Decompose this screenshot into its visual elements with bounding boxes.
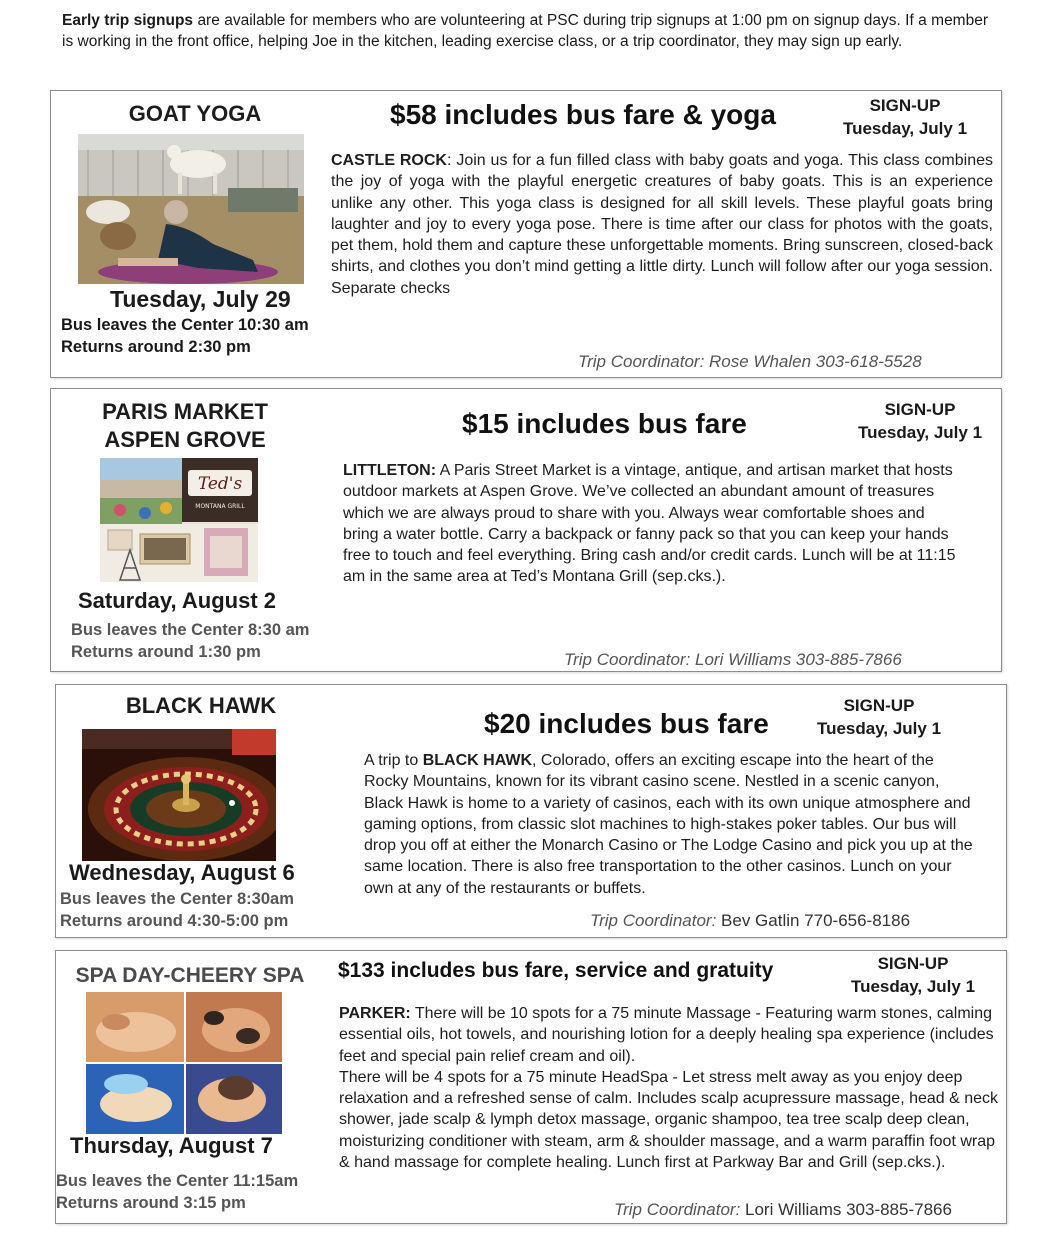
intro-text: are available for members who are volunteering at PSC during trip signups at 1:00 pm on signup days. If a member is working in the front office, helping Joe in the kitchen, leading exercise class, or a trip coordinator, they may sign up early. — [62, 12, 989, 50]
returns-time: Returns around 1:30 pm — [71, 643, 261, 661]
coordinator-label: Trip Coordinator: — [614, 1200, 741, 1219]
spa-photo-collage — [86, 992, 282, 1134]
signup-date: Tuesday, July 1 — [842, 119, 968, 138]
trip-coordinator — [614, 1200, 952, 1220]
trip-description — [364, 750, 980, 899]
signup-block — [845, 398, 995, 444]
trip-coordinator: Trip Coordinator: Rose Whalen 303-618-5528 — [578, 352, 922, 371]
trip-description — [343, 460, 957, 588]
trip-title — [72, 398, 298, 454]
signup-block — [838, 952, 988, 998]
signup-date: Tuesday, July 1 — [816, 719, 942, 738]
returns-time: Returns around 4:30-5:00 pm — [60, 912, 289, 930]
trip-location: LITTLETON: — [343, 462, 437, 479]
signup-block — [804, 694, 954, 740]
intro-lead: Early trip signups — [62, 12, 194, 29]
signup-label: SIGN-UP — [843, 696, 915, 715]
signup-label: SIGN-UP — [884, 400, 956, 419]
returns-time: Returns around 2:30 pm — [61, 338, 251, 356]
trip-date: Saturday, August 2 — [78, 588, 277, 613]
trip-price: $20 includes bus fare — [484, 708, 769, 739]
signup-block — [830, 94, 980, 140]
coordinator-name: Lori Williams 303-885-7866 — [740, 1200, 952, 1219]
bus-leaves: Bus leaves the Center 10:30 am — [61, 316, 309, 334]
signup-date: Tuesday, July 1 — [850, 977, 976, 996]
trip-location: BLACK HAWK — [422, 752, 533, 769]
trip-title: GOAT YOGA — [128, 101, 262, 126]
trip-description-pre: A trip to — [364, 752, 423, 769]
trip-title-line1: PARIS MARKET — [102, 399, 268, 424]
trip-description-text: A Paris Street Market is a vintage, antique, and artisan market that hosts outdoor markets at Aspen Grove. We’ve collected an abundant amount of treasures which we are always proud to share with you. Always wear comfortable shoes and bring a water bottle. Carry a backpack or fanny pack so that you can keep your hands free to touch and feel everything. Bring cash and/or credit cards. Lunch will be at 11:15 am in the same area at Ted’s Montana Grill (sep.cks.). — [343, 462, 956, 586]
trip-date: Tuesday, July 29 — [110, 286, 291, 312]
trip-description-para2: There will be 4 spots for a 75 minute HeadSpa - Let stress melt away as you enjoy deep relaxation and a refreshed sense of calm. Includes scalp acupressure massage, head & neck shower, jade scalp & lymph detox massage, organic shampoo, tea tree scalp deep clean, moisturizing conditioner with steam, arm & shoulder massage, and a warm paraffin foot wrap & hand massage for complete healing. Lunch first at Parkway Bar and Grill (sep.cks.). — [339, 1068, 999, 1172]
intro-paragraph — [62, 10, 988, 52]
trip-description — [339, 1003, 999, 1173]
trip-title: SPA DAY-CHEERY SPA — [75, 964, 305, 987]
trip-description-text: , Colorado, offers an exciting escape into the heart of the Rocky Mountains, known for its vibrant casino scene. Nestled in a scenic canyon, Black Hawk is home to a variety of casinos, each with its own unique atmosphere and gaming options, from classic slot machines to high-stakes poker tables. Our bus will drop you off at either the Monarch Casino or The Lodge Casino and pick you up at the same location. There is also free transportation to the other casinos. Lunch on your own at any of the restaurants or buffets. — [364, 752, 973, 897]
trip-date: Wednesday, August 6 — [69, 860, 295, 885]
paris-market-photo — [100, 458, 258, 582]
trip-date: Thursday, August 7 — [70, 1133, 273, 1158]
goat-yoga-photo — [78, 134, 304, 284]
roulette-photo — [82, 729, 276, 861]
trip-description-para1 — [339, 1003, 999, 1067]
teds-sign-text: Ted's — [197, 474, 243, 494]
trip-price: $15 includes bus fare — [462, 408, 747, 439]
signup-date: Tuesday, July 1 — [857, 423, 983, 442]
teds-sign-subtext: MONTANA GRILL — [195, 503, 245, 510]
trip-location: CASTLE ROCK — [331, 152, 447, 169]
trip-title-line2: ASPEN GROVE — [104, 427, 266, 452]
bus-leaves: Bus leaves the Center 8:30am — [60, 890, 294, 908]
trip-price: $58 includes bus fare & yoga — [390, 99, 776, 130]
signup-label: SIGN-UP — [877, 954, 949, 973]
trip-description-text: : Join us for a fun filled class with baby goats and yoga. This class combines the joy of yoga with the playful energetic creatures of baby goats. This is an experience unlike any other. This yoga class is designed for all skill levels. These playful goats bring laughter and joy to every yoga pose. There is time after our class for photos with the goats, pet them, hold them and capture these unforgettable moments. Bring sunscreen, closed-back shirts, and clothes you don’t mind getting a little dirty. Lunch will follow after our yoga session. Separate checks — [331, 152, 993, 297]
bus-leaves: Bus leaves the Center 8:30 am — [71, 621, 310, 639]
trip-title: BLACK HAWK — [125, 693, 277, 718]
coordinator-label: Trip Coordinator: — [590, 911, 717, 930]
trip-description — [331, 150, 993, 299]
coordinator-name: Bev Gatlin 770-656-8186 — [716, 911, 911, 930]
trip-coordinator: Trip Coordinator: Lori Williams 303-885-7866 — [564, 650, 902, 669]
returns-time: Returns around 3:15 pm — [56, 1194, 246, 1212]
bus-leaves: Bus leaves the Center 11:15am — [56, 1172, 299, 1190]
trip-location: PARKER: — [339, 1005, 411, 1022]
signup-label: SIGN-UP — [869, 96, 941, 115]
trip-coordinator — [590, 911, 910, 931]
trip-price: $133 includes bus fare, service and gratuity — [338, 959, 774, 982]
trip-description-text: There will be 10 spots for a 75 minute Massage - Featuring warm stones, calming essential oils, hot towels, and nourishing lotion for a deeply healing spa experience (includes feet and special pain relief cream and oil). — [339, 1005, 994, 1065]
